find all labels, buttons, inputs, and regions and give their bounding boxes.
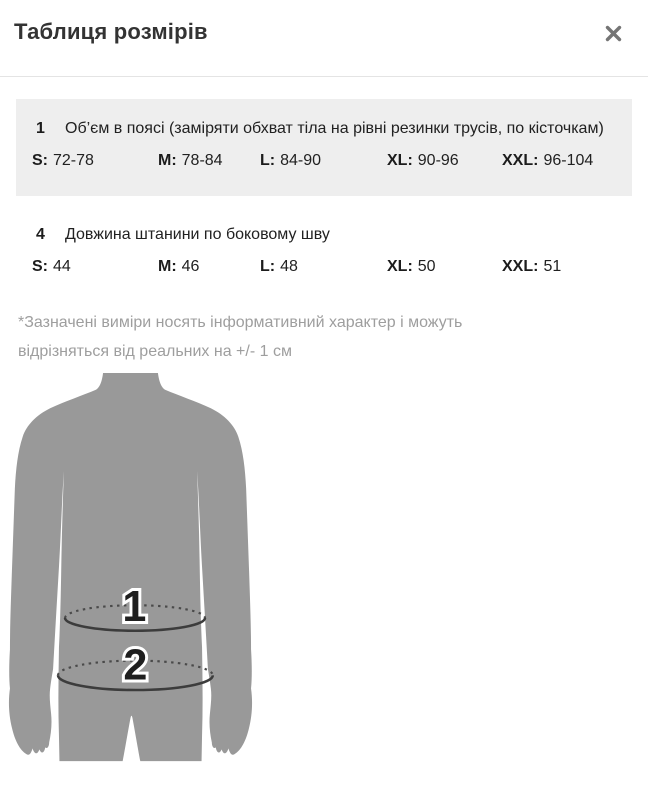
row-number: 4 [36, 226, 45, 243]
row-description: Довжина штанини по боковому шву [65, 226, 330, 243]
modal-title: Таблиця розмірів [14, 19, 208, 44]
modal-body [0, 77, 648, 275]
body-silhouette-figure [8, 370, 253, 768]
size-cell-m: M: 78-84 [158, 152, 223, 169]
size-cell-xl: XL: 50 [387, 258, 436, 275]
size-cell-m: M: 46 [158, 258, 200, 275]
size-cell-xxl: XXL: 96-104 [502, 152, 594, 169]
disclaimer-note: *Зазначені виміри носять інформативний характер і можуть відрізняться від реальних на +/- 1 см [18, 314, 463, 360]
size-cell-s: S: 44 [32, 258, 71, 275]
size-cell-xxl: XXL: 51 [502, 258, 562, 275]
row-description: Об’єм в поясі (заміряти обхват тіла на рівні резинки трусів, по кісточкам) [65, 120, 604, 137]
close-button[interactable] [601, 21, 626, 46]
modal-header [0, 0, 648, 77]
sizes-row [32, 258, 612, 275]
measure-label-1: 1 [122, 582, 147, 631]
close-icon [605, 30, 622, 45]
size-cell-xl: XL: 90-96 [387, 152, 459, 169]
measure-label-2: 2 [123, 641, 148, 690]
size-cell-l: L: 48 [260, 258, 298, 275]
male-torso-silhouette-icon [8, 370, 253, 768]
row-number: 1 [36, 120, 45, 137]
size-cell-s: S: 72-78 [32, 152, 94, 169]
measurement-row-leg [16, 196, 632, 275]
measurement-row-waist [16, 99, 632, 196]
sizes-row [32, 152, 612, 169]
size-cell-l: L: 84-90 [260, 152, 322, 169]
